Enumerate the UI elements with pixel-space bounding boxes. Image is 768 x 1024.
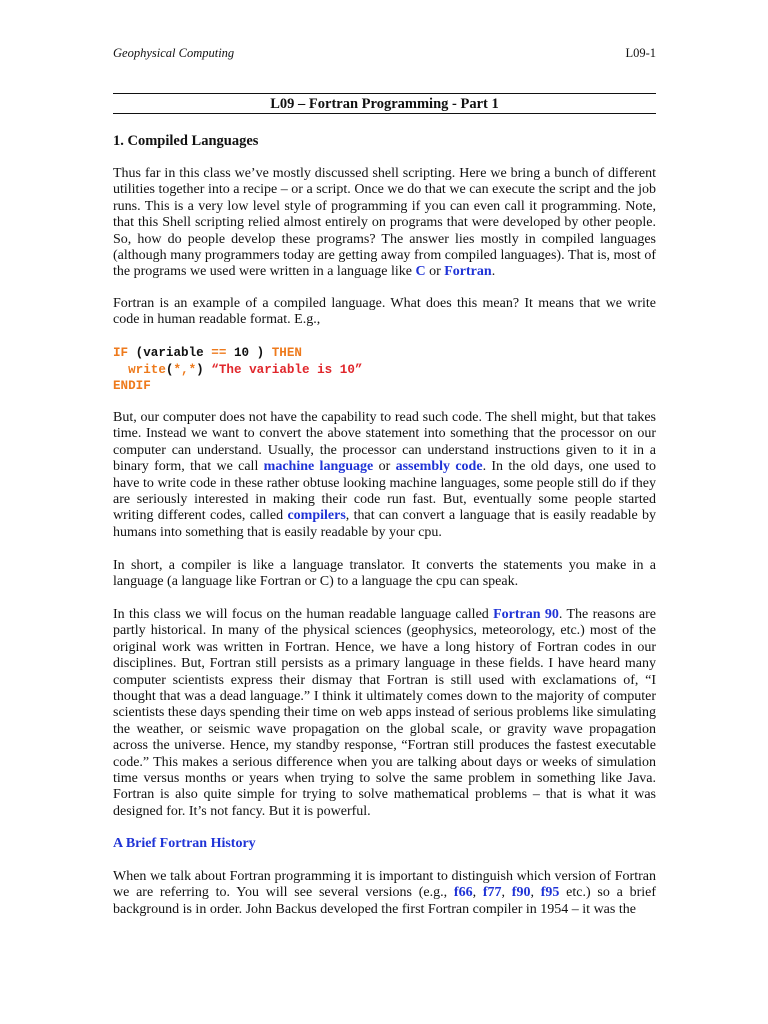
page-id: L09-1 — [625, 46, 656, 60]
assembly-code-term: assembly code — [395, 459, 483, 475]
code-line-3: ENDIF — [113, 379, 151, 393]
fortran90-term: Fortran 90 — [493, 607, 559, 622]
subheading-history: A Brief Fortran History — [113, 836, 256, 851]
c-language-term: C — [415, 264, 426, 280]
code-line-1: IF (variable == 10 ) THEN — [113, 346, 302, 360]
code-line-2: write(*,*) “The variable is 10” — [128, 362, 363, 377]
title-bottom-rule — [113, 113, 656, 114]
title-top-rule — [113, 93, 656, 94]
f77-term: f77 — [482, 885, 502, 901]
f66-term: f66 — [453, 885, 473, 901]
document-title: L09 – Fortran Programming - Part 1 — [270, 96, 499, 112]
paragraph-history: When we talk about Fortran programming it is important to distinguish which version of Fortran we are referring to. You will see several versions (e.g., f66, f77, f90, f95 etc.) so a brief background is in order. John Backus developed the first Fortran compiler in 1954 – it was the — [113, 869, 657, 917]
running-header — [113, 46, 656, 62]
f95-term: f95 — [540, 885, 560, 901]
course-name: Geophysical Computing — [113, 46, 235, 60]
fortran-term: Fortran — [444, 264, 492, 280]
f90-term: f90 — [511, 885, 531, 901]
compilers-term: compilers — [287, 508, 346, 524]
paragraph-compiled-example: Fortran is an example of a compiled language. What does this mean? It means that we write code in human readable format. E.g., — [113, 296, 656, 328]
paragraph-intro: Thus far in this class we’ve mostly discussed shell scripting. Here we bring a bunch of different utilities together into a recipe – or a script. Once we do that we can execute the script and the job runs. This is a very low level style of programming if you can even call it programming. Note, that this Shell scripting relied almost entirely on programs that were developed by other people. So, how do people develop these programs? The answer lies mostly in compiled languages (although many programmers today are getting away from compiled languages). That is, most of the programs we used were written in a language like C or Fortran. — [113, 166, 656, 280]
paragraph-translator: In short, a compiler is like a language translator. It converts the statements you make in a language (a language like Fortran or C) to a language the cpu can speak. — [113, 558, 656, 590]
code-snippet — [113, 345, 362, 395]
paragraph-fortran90: In this class we will focus on the human readable language called Fortran 90. The reasons are partly historical. In many of the physical sciences (geophysics, meteorology, etc.) most of the original work was written in Fortran. Hence, we have a long history of Fortran codes in our disciplines. But, Fortran still persists as a primary language in these fields. I have heard many computer scientists express their dismay that Fortran is still used with exclamations of, “I thought that was a dead language.” I think it ultimately comes down to the majority of computer scientists these days spending their time on web apps instead of serious problems like simulating the weather, or seismic wave propagation on the global scale, or gravity wave propagation across the universe. Hence, my standby response, “Fortran still produces the fastest executable code.” This makes a serious difference when you are talking about days or weeks of simulation time versus months or years when trying to solve the same problem in something like Java. Fortran is also quite simple for trying to solve mathematical problems – that is what it was designed for. It’s not fancy. But it is powerful. — [113, 607, 656, 819]
section-heading: 1. Compiled Languages — [113, 133, 259, 149]
machine-language-term: machine language — [263, 459, 374, 475]
paragraph-machine-language: But, our computer does not have the capability to read such code. The shell might, but that takes time. Instead we want to convert the above statement into something that the processor on our computer can understand. Usually, the processor can understand instructions given to it in a binary form, that we call machine language or assembly code. In the old days, one used to have to write code in these rather obtuse looking machine languages, some people still do if they are seriously interested in making their code run fast. But, eventually some people started writing different codes, called compilers, that can convert a language that is easily readable by humans into something that is easily readable by your cpu. — [113, 410, 656, 540]
